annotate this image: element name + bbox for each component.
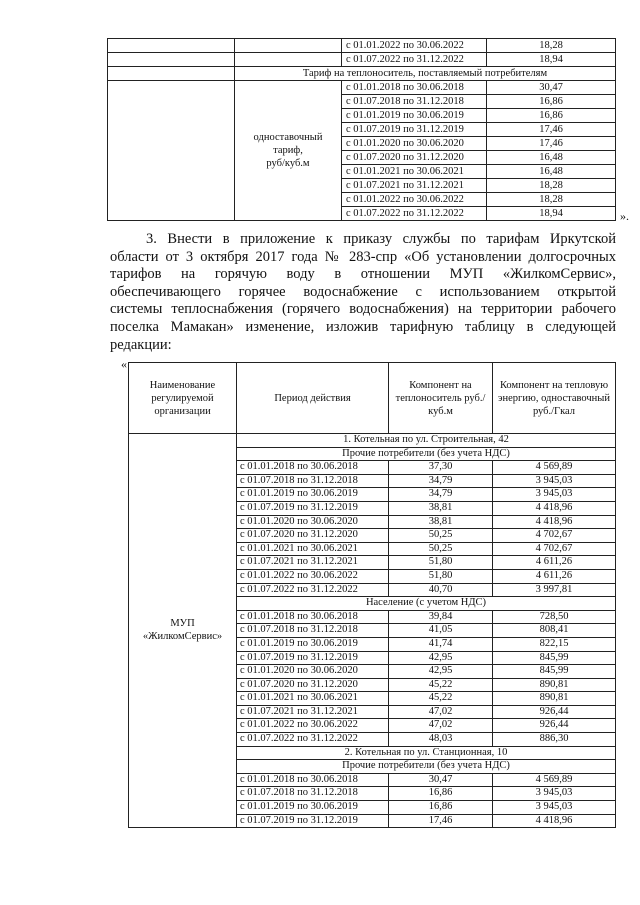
period-cell: с 01.07.2022 по 31.12.2022 [237, 583, 389, 597]
energy-value: 3 997,81 [493, 583, 616, 597]
period-cell: с 01.01.2018 по 30.06.2018 [237, 610, 389, 624]
period-cell: с 01.07.2020 по 31.12.2020 [342, 151, 487, 165]
carrier-value: 30,47 [389, 773, 493, 787]
period-cell: с 01.07.2019 по 31.12.2019 [237, 651, 389, 665]
period-cell: с 01.07.2022 по 31.12.2022 [342, 207, 487, 221]
period-cell: с 01.07.2021 по 31.12.2021 [342, 179, 487, 193]
carrier-value: 51,80 [389, 556, 493, 570]
consumer-group-title: Прочие потребители (без учета НДС) [237, 760, 616, 774]
section-row [129, 434, 616, 448]
period-cell: с 01.07.2022 по 31.12.2022 [237, 733, 389, 747]
value-cell: 18,28 [487, 39, 616, 53]
carrier-value: 16,86 [389, 801, 493, 815]
org-name: МУП «ЖилкомСервис» [129, 434, 237, 828]
period-cell: с 01.07.2019 по 31.12.2019 [237, 814, 389, 828]
period-cell: с 01.01.2019 по 30.06.2019 [237, 637, 389, 651]
carrier-value: 40,70 [389, 583, 493, 597]
period-cell: с 01.01.2019 по 30.06.2019 [237, 488, 389, 502]
energy-value: 890,81 [493, 692, 616, 706]
period-cell: с 01.01.2022 по 30.06.2022 [237, 569, 389, 583]
hot-water-tariff-table [128, 362, 616, 828]
paragraph-line: тарифов на горячую воду в отношении МУП «ЖилкомСервис», [110, 266, 616, 283]
paragraph-line: редакции: [110, 336, 172, 353]
value-cell: 16,86 [487, 109, 616, 123]
period-cell: с 01.01.2018 по 30.06.2018 [237, 773, 389, 787]
energy-value: 926,44 [493, 719, 616, 733]
table-row [108, 53, 616, 67]
period-cell: с 01.01.2020 по 30.06.2020 [342, 137, 487, 151]
energy-value: 845,99 [493, 651, 616, 665]
value-cell: 18,94 [487, 207, 616, 221]
table-row [108, 81, 616, 95]
energy-value: 4 418,96 [493, 501, 616, 515]
period-cell: с 01.07.2018 по 31.12.2018 [342, 95, 487, 109]
energy-value: 3 945,03 [493, 488, 616, 502]
consumer-group-title: Население (с учетом НДС) [237, 597, 616, 611]
period-cell: с 01.01.2019 по 30.06.2019 [342, 109, 487, 123]
value-cell: 16,48 [487, 151, 616, 165]
carrier-value: 34,79 [389, 488, 493, 502]
blank-cell [108, 81, 235, 221]
period-cell: с 01.01.2021 по 30.06.2021 [342, 165, 487, 179]
period-cell: с 01.01.2022 по 30.06.2022 [342, 39, 487, 53]
carrier-value: 50,25 [389, 529, 493, 543]
period-cell: с 01.01.2018 по 30.06.2018 [342, 81, 487, 95]
carrier-value: 34,79 [389, 474, 493, 488]
period-cell: с 01.01.2018 по 30.06.2018 [237, 461, 389, 475]
continued-tariff-table [107, 38, 616, 221]
opening-quote-mark: « [121, 357, 127, 371]
energy-value: 3 945,03 [493, 474, 616, 488]
carrier-value: 16,86 [389, 787, 493, 801]
closing-quote-mark: ». [620, 209, 629, 223]
blank-cell [108, 53, 235, 67]
carrier-value: 39,84 [389, 610, 493, 624]
energy-value: 926,44 [493, 705, 616, 719]
paragraph-line: области от 3 октября 2017 года № 283-спр «Об установлении долгосрочных [110, 248, 616, 265]
energy-value: 4 611,26 [493, 569, 616, 583]
carrier-value: 38,81 [389, 501, 493, 515]
period-cell: с 01.01.2020 по 30.06.2020 [237, 665, 389, 679]
period-cell: с 01.07.2018 по 31.12.2018 [237, 787, 389, 801]
section-row [108, 67, 616, 81]
table-header-row [129, 363, 616, 434]
section-title: Тариф на теплоноситель, поставляемый потребителям [235, 67, 616, 81]
period-cell: с 01.01.2021 по 30.06.2021 [237, 692, 389, 706]
paragraph-line: системы теплоснабжения (горячего водоснабжения) на территории рабочего [110, 301, 616, 318]
tariff-label-line: руб/куб.м [266, 158, 310, 169]
header-carrier-component: Компонент на теплоноситель руб./куб.м [389, 363, 493, 434]
value-cell: 18,28 [487, 179, 616, 193]
carrier-value: 47,02 [389, 719, 493, 733]
tariff-label [235, 81, 342, 221]
energy-value: 886,30 [493, 733, 616, 747]
paragraph-line: поселка Мамакан» изменение, изложив тарифную таблицу в следующей [110, 318, 616, 335]
tariff-label-line: тариф, [273, 145, 303, 156]
boiler-section-title: 2. Котельная по ул. Станционная, 10 [237, 746, 616, 760]
table-row [108, 39, 616, 53]
energy-value: 4 418,96 [493, 814, 616, 828]
consumer-group-title: Прочие потребители (без учета НДС) [237, 447, 616, 461]
carrier-value: 42,95 [389, 651, 493, 665]
energy-value: 728,50 [493, 610, 616, 624]
carrier-value: 48,03 [389, 733, 493, 747]
amendment-paragraph [110, 231, 616, 354]
carrier-value: 42,95 [389, 665, 493, 679]
energy-value: 4 569,89 [493, 773, 616, 787]
carrier-value: 47,02 [389, 705, 493, 719]
value-cell: 18,94 [487, 53, 616, 67]
value-cell: 30,47 [487, 81, 616, 95]
period-cell: с 01.01.2022 по 30.06.2022 [342, 193, 487, 207]
blank-cell [108, 39, 235, 53]
paragraph-line: обеспечивающего горячее водоснабжение с использованием открытой [110, 283, 616, 300]
period-cell: с 01.01.2019 по 30.06.2019 [237, 801, 389, 815]
carrier-value: 17,46 [389, 814, 493, 828]
period-cell: с 01.07.2018 по 31.12.2018 [237, 474, 389, 488]
energy-value: 822,15 [493, 637, 616, 651]
paragraph-line: 3. Внести в приложение к приказу службы по тарифам Иркутской [146, 231, 616, 247]
tariff-label-line: одноставочный [253, 132, 323, 143]
period-cell: с 01.01.2022 по 30.06.2022 [237, 719, 389, 733]
value-cell: 18,28 [487, 193, 616, 207]
carrier-value: 37,30 [389, 461, 493, 475]
energy-value: 4 702,67 [493, 529, 616, 543]
energy-value: 4 702,67 [493, 542, 616, 556]
energy-value: 4 418,96 [493, 515, 616, 529]
value-cell: 16,86 [487, 95, 616, 109]
period-cell: с 01.07.2021 по 31.12.2021 [237, 556, 389, 570]
carrier-value: 41,74 [389, 637, 493, 651]
period-cell: с 01.07.2019 по 31.12.2019 [342, 123, 487, 137]
header-energy-component: Компонент на тепловую энергию, одноставочный руб./Гкал [493, 363, 616, 434]
period-cell: с 01.01.2020 по 30.06.2020 [237, 515, 389, 529]
period-cell: с 01.07.2018 по 31.12.2018 [237, 624, 389, 638]
period-cell: с 01.07.2019 по 31.12.2019 [237, 501, 389, 515]
energy-value: 3 945,03 [493, 801, 616, 815]
blank-cell [235, 39, 342, 53]
period-cell: с 01.07.2020 по 31.12.2020 [237, 529, 389, 543]
period-cell: с 01.07.2021 по 31.12.2021 [237, 705, 389, 719]
energy-value: 845,99 [493, 665, 616, 679]
carrier-value: 50,25 [389, 542, 493, 556]
blank-cell [235, 53, 342, 67]
period-cell: с 01.07.2022 по 31.12.2022 [342, 53, 487, 67]
blank-cell [108, 67, 235, 81]
energy-value: 808,41 [493, 624, 616, 638]
carrier-value: 51,80 [389, 569, 493, 583]
header-org: Наименование регулируемой организации [129, 363, 237, 434]
value-cell: 16,48 [487, 165, 616, 179]
energy-value: 890,81 [493, 678, 616, 692]
energy-value: 4 611,26 [493, 556, 616, 570]
carrier-value: 45,22 [389, 692, 493, 706]
boiler-section-title: 1. Котельная по ул. Строительная, 42 [237, 434, 616, 448]
carrier-value: 45,22 [389, 678, 493, 692]
value-cell: 17,46 [487, 137, 616, 151]
period-cell: с 01.01.2021 по 30.06.2021 [237, 542, 389, 556]
header-period: Период действия [237, 363, 389, 434]
value-cell: 17,46 [487, 123, 616, 137]
carrier-value: 38,81 [389, 515, 493, 529]
energy-value: 4 569,89 [493, 461, 616, 475]
carrier-value: 41,05 [389, 624, 493, 638]
period-cell: с 01.07.2020 по 31.12.2020 [237, 678, 389, 692]
energy-value: 3 945,03 [493, 787, 616, 801]
